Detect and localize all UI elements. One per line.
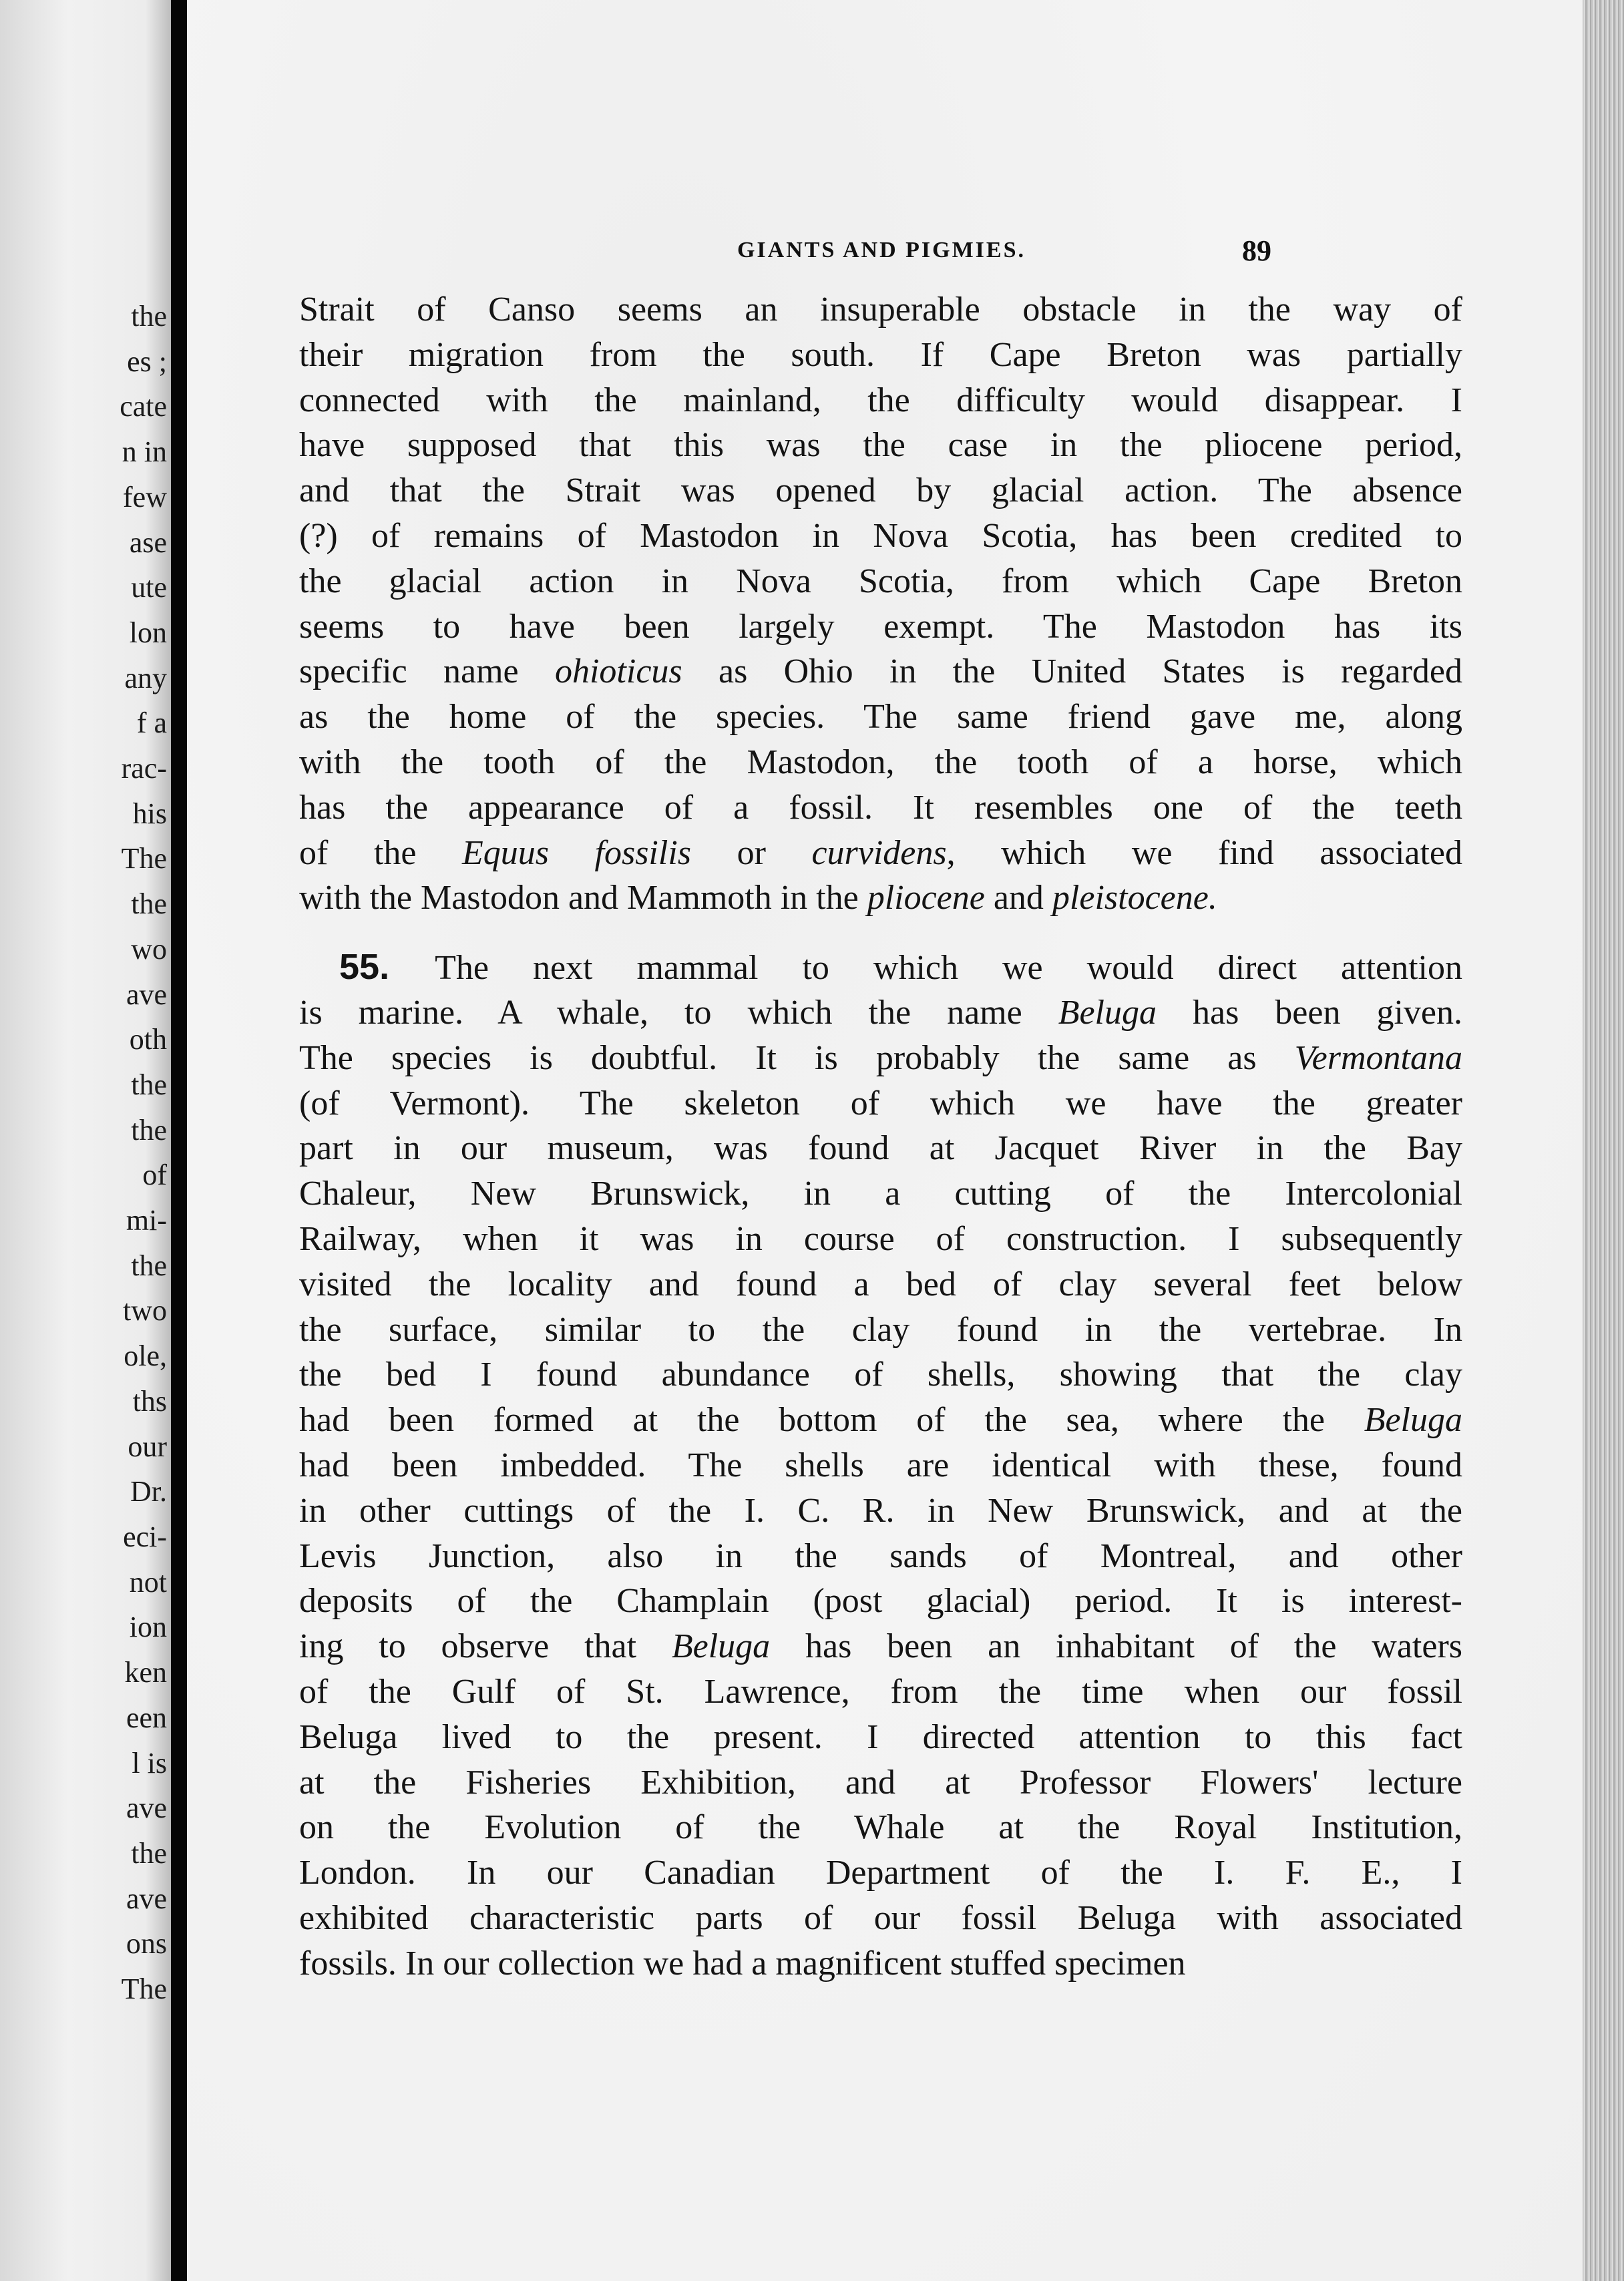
italic-term: Vermontana	[1294, 1038, 1462, 1077]
text-line: with the Mastodon and Mammoth in the pliocene and pleistocene.	[299, 879, 1217, 917]
text-line: had been imbedded. The shells are identical with these, found	[299, 1446, 1462, 1484]
text-line: have supposed that this was the case in the pliocene period,	[299, 426, 1462, 465]
italic-term: Beluga	[1058, 993, 1157, 1032]
facing-page	[0, 0, 171, 2281]
facing-page-fragment: mi-	[126, 1204, 167, 1237]
text-line: of the Equus fossilis or curvidens, which we find associated	[299, 833, 1463, 872]
text-line: at the Fisheries Exhibition, and at Professor Flowers' lecture	[299, 1763, 1462, 1802]
text-line: their migration from the south. If Cape Breton was partially	[299, 335, 1462, 374]
italic-term: ohioticus	[554, 652, 682, 691]
italic-term: pliocene	[867, 879, 985, 917]
text-line: fossils. In our collection we had a magnificent stuffed specimen	[299, 1944, 1186, 1983]
text-line: the bed I found abundance of shells, showing that the clay	[299, 1356, 1462, 1394]
text-line: part in our museum, was found at Jacquet River in the Bay	[299, 1129, 1462, 1168]
facing-page-text	[0, 294, 167, 2012]
text-line: ing to observe that Beluga has been an inhabitant of the waters	[299, 1627, 1462, 1666]
text-line: Railway, when it was in course of construction. I subsequently	[299, 1219, 1462, 1258]
book-page	[187, 0, 1583, 2281]
text-line: is marine. A whale, to which the name Beluga has been given.	[299, 993, 1462, 1032]
facing-page-fragment: not	[129, 1565, 167, 1599]
italic-term: pleistocene.	[1052, 879, 1217, 917]
text-line: had been formed at the bottom of the sea, where the Beluga	[299, 1401, 1462, 1440]
facing-page-fragment: cate	[120, 390, 167, 423]
facing-page-fragment: es ;	[127, 345, 167, 378]
text-line: specific name ohioticus as Ohio in the United States is regarded	[299, 652, 1462, 691]
text-line: The species is doubtful. It is probably the same as Vermontana	[299, 1038, 1462, 1077]
facing-page-fragment: l is	[132, 1746, 167, 1780]
text-line: visited the locality and found a bed of clay several feet below	[299, 1265, 1462, 1303]
text-line: Strait of Canso seems an insuperable obstacle in the way of	[299, 290, 1462, 329]
facing-page-fragment: of	[142, 1159, 167, 1192]
facing-page-fragment: ase	[129, 526, 167, 559]
facing-page-fragment: the	[131, 887, 167, 921]
text-line: (of Vermont). The skeleton of which we have the greater	[299, 1084, 1462, 1122]
facing-page-fragment: the	[131, 1113, 167, 1147]
facing-page-fragment: oth	[129, 1023, 167, 1056]
text-line: deposits of the Champlain (post glacial) period. It is interest-	[299, 1582, 1462, 1621]
text-line: exhibited characteristic parts of our fossil Beluga with associated	[299, 1898, 1462, 1937]
text-line: connected with the mainland, the difficulty would disappear. I	[299, 381, 1462, 419]
facing-page-fragment: een	[126, 1701, 167, 1734]
facing-page-fragment: our	[128, 1430, 167, 1463]
facing-page-fragment: two	[123, 1294, 167, 1327]
facing-page-fragment: ave	[126, 978, 167, 1011]
facing-page-fragment: ave	[126, 1792, 167, 1825]
facing-page-fragment: f a	[136, 706, 167, 740]
facing-page-fragment: ole,	[124, 1339, 167, 1373]
page-number: 89	[1242, 234, 1271, 267]
facing-page-fragment: n in	[122, 435, 167, 469]
facing-page-fragment: few	[123, 480, 167, 513]
facing-page-fragment: rac-	[121, 752, 167, 785]
text-line: and that the Strait was opened by glacial action. The absence	[299, 471, 1462, 510]
facing-page-fragment: ave	[126, 1882, 167, 1915]
facing-page-fragment: any	[124, 661, 167, 694]
italic-term: curvidens	[811, 833, 947, 872]
italic-term: Equus fossilis	[461, 833, 692, 872]
text-line: in other cuttings of the I. C. R. in New Brunswick, and at the	[299, 1491, 1462, 1530]
facing-page-fragment: the	[131, 1836, 167, 1870]
facing-page-fragment: eci-	[123, 1520, 167, 1553]
page-edges	[1583, 0, 1624, 2281]
page-header	[187, 234, 1583, 274]
text-line: as the home of the species. The same friend gave me, along	[299, 698, 1462, 737]
text-line: of the Gulf of St. Lawrence, from the time when our fossil	[299, 1672, 1462, 1711]
book-gutter	[171, 0, 187, 2281]
text-line: on the Evolution of the Whale at the Royal Institution,	[299, 1808, 1462, 1847]
facing-page-fragment: ons	[126, 1927, 167, 1960]
facing-page-fragment: ute	[131, 571, 167, 604]
italic-term: Beluga	[1364, 1401, 1462, 1440]
text-line: 55. The next mammal to which we would direct attention	[339, 947, 1462, 988]
text-line: (?) of remains of Mastodon in Nova Scotia, has been credited to	[299, 516, 1462, 555]
text-line: the surface, similar to the clay found in the vertebrae. In	[299, 1310, 1462, 1349]
text-line: Levis Junction, also in the sands of Montreal, and other	[299, 1536, 1462, 1575]
section-number: 55.	[339, 947, 435, 988]
italic-term: Beluga	[671, 1627, 771, 1666]
text-line: has the appearance of a fossil. It resembles one of the teeth	[299, 788, 1462, 827]
facing-page-fragment: wo	[131, 932, 167, 966]
facing-page-fragment: lon	[129, 616, 167, 649]
facing-page-fragment: ken	[124, 1656, 167, 1689]
paragraph-gap	[299, 921, 1462, 945]
facing-page-fragment: Dr.	[130, 1475, 167, 1508]
facing-page-fragment: ths	[132, 1384, 167, 1418]
facing-page-fragment: the	[131, 1068, 167, 1101]
body-text	[299, 287, 1462, 1986]
text-line: seems to have been largely exempt. The Mastodon has its	[299, 607, 1462, 646]
facing-page-fragment: his	[132, 797, 167, 830]
facing-page-fragment: the	[131, 1249, 167, 1282]
text-line: Beluga lived to the present. I directed attention to this fact	[299, 1717, 1462, 1756]
facing-page-fragment: ion	[129, 1611, 167, 1644]
text-line: with the tooth of the Mastodon, the tooth of a horse, which	[299, 743, 1462, 781]
running-head: GIANTS AND PIGMIES.	[737, 238, 1026, 262]
facing-page-fragment: The	[121, 1973, 167, 2006]
text-line: the glacial action in Nova Scotia, from which Cape Breton	[299, 562, 1462, 600]
text-line: Chaleur, New Brunswick, in a cutting of the Intercolonial	[299, 1175, 1462, 1213]
facing-page-fragment: The	[121, 842, 167, 875]
text-line: London. In our Canadian Department of the I. F. E., I	[299, 1854, 1462, 1892]
facing-page-fragment: the	[131, 300, 167, 333]
